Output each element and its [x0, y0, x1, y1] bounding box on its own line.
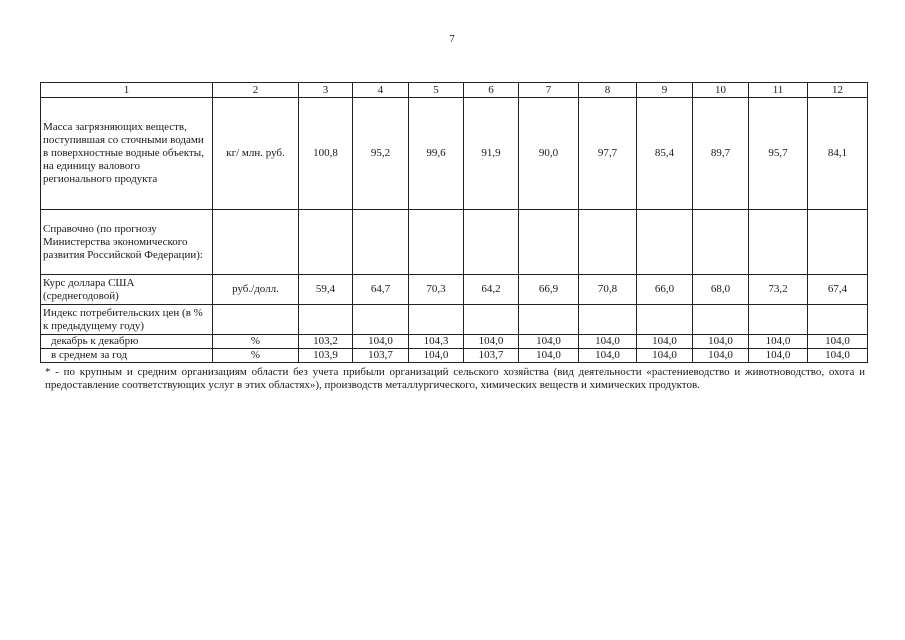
empty-cell — [409, 305, 464, 335]
empty-cell — [299, 210, 353, 275]
row-label: Справочно (по прогнозу Министерства экономического развития Российской Федерации): — [41, 210, 213, 275]
empty-cell — [749, 305, 808, 335]
cell-value: 104,0 — [693, 335, 749, 349]
row-unit: % — [213, 335, 299, 349]
column-header: 3 — [299, 83, 353, 98]
empty-cell — [579, 210, 637, 275]
empty-cell — [464, 305, 519, 335]
cell-value: 104,0 — [579, 349, 637, 363]
cell-value: 103,9 — [299, 349, 353, 363]
empty-cell — [637, 305, 693, 335]
empty-cell — [353, 210, 409, 275]
empty-cell — [213, 305, 299, 335]
column-header: 4 — [353, 83, 409, 98]
header-row — [41, 83, 868, 98]
row-unit: руб./долл. — [213, 275, 299, 305]
cell-value: 85,4 — [637, 98, 693, 210]
cell-value: 104,0 — [579, 335, 637, 349]
cell-value: 104,0 — [808, 349, 868, 363]
column-header: 9 — [637, 83, 693, 98]
row-label: Индекс потребительских цен (в % к предыдущему году) — [41, 305, 213, 335]
row-label: в среднем за год — [41, 349, 213, 363]
indicator-table — [40, 82, 868, 363]
row-unit: кг/ млн. руб. — [213, 98, 299, 210]
cell-value: 73,2 — [749, 275, 808, 305]
cell-value: 64,2 — [464, 275, 519, 305]
cell-value: 91,9 — [464, 98, 519, 210]
cell-value: 99,6 — [409, 98, 464, 210]
cell-value: 67,4 — [808, 275, 868, 305]
cell-value: 70,8 — [579, 275, 637, 305]
cell-value: 104,0 — [353, 335, 409, 349]
column-header: 5 — [409, 83, 464, 98]
footnote: * - по крупным и средним организациям области без учета прибыли организаций сельского хозяйства (вид деятельности «растениеводство и животноводство, охота и предоставление соответствующих услуг в этих областях»), производств металлургического, химических веществ и химических продуктов. — [45, 366, 865, 391]
cell-value: 104,0 — [637, 349, 693, 363]
table-row-cpi-december — [41, 335, 868, 349]
cell-value: 104,3 — [409, 335, 464, 349]
column-header: 2 — [213, 83, 299, 98]
cell-value: 64,7 — [353, 275, 409, 305]
cell-value: 95,7 — [749, 98, 808, 210]
cell-value: 100,8 — [299, 98, 353, 210]
table-row-cpi-average — [41, 349, 868, 363]
table-row-usd-rate — [41, 275, 868, 305]
cell-value: 103,7 — [353, 349, 409, 363]
column-header: 6 — [464, 83, 519, 98]
column-header: 7 — [519, 83, 579, 98]
cell-value: 103,7 — [464, 349, 519, 363]
cell-value: 59,4 — [299, 275, 353, 305]
empty-cell — [353, 305, 409, 335]
cell-value: 68,0 — [693, 275, 749, 305]
empty-cell — [693, 305, 749, 335]
cell-value: 66,0 — [637, 275, 693, 305]
cell-value: 104,0 — [749, 335, 808, 349]
cell-value: 104,0 — [693, 349, 749, 363]
cell-value: 95,2 — [353, 98, 409, 210]
row-unit: % — [213, 349, 299, 363]
table-row-pollutant-mass — [41, 98, 868, 210]
cell-value: 66,9 — [519, 275, 579, 305]
empty-cell — [519, 210, 579, 275]
row-label: Курс доллара США (среднегодовой) — [41, 275, 213, 305]
cell-value: 104,0 — [637, 335, 693, 349]
empty-cell — [409, 210, 464, 275]
cell-value: 70,3 — [409, 275, 464, 305]
empty-cell — [808, 305, 868, 335]
cell-value: 104,0 — [519, 349, 579, 363]
empty-cell — [299, 305, 353, 335]
empty-cell — [637, 210, 693, 275]
empty-cell — [579, 305, 637, 335]
column-header: 11 — [749, 83, 808, 98]
cell-value: 104,0 — [749, 349, 808, 363]
cell-value: 103,2 — [299, 335, 353, 349]
cell-value: 84,1 — [808, 98, 868, 210]
empty-cell — [749, 210, 808, 275]
cell-value: 104,0 — [409, 349, 464, 363]
table-row-cpi — [41, 305, 868, 335]
row-label: Масса загрязняющих веществ, поступившая со сточными водами в поверхностные водные объекты, на единицу валового регионального продукта — [41, 98, 213, 210]
row-label: декабрь к декабрю — [41, 335, 213, 349]
cell-value: 89,7 — [693, 98, 749, 210]
table-row-reference — [41, 210, 868, 275]
column-header: 1 — [41, 83, 213, 98]
empty-cell — [213, 210, 299, 275]
column-header: 8 — [579, 83, 637, 98]
cell-value: 90,0 — [519, 98, 579, 210]
empty-cell — [808, 210, 868, 275]
cell-value: 104,0 — [808, 335, 868, 349]
column-header: 12 — [808, 83, 868, 98]
cell-value: 97,7 — [579, 98, 637, 210]
column-header: 10 — [693, 83, 749, 98]
cell-value: 104,0 — [464, 335, 519, 349]
empty-cell — [693, 210, 749, 275]
empty-cell — [464, 210, 519, 275]
page-number: 7 — [449, 33, 455, 45]
cell-value: 104,0 — [519, 335, 579, 349]
empty-cell — [519, 305, 579, 335]
